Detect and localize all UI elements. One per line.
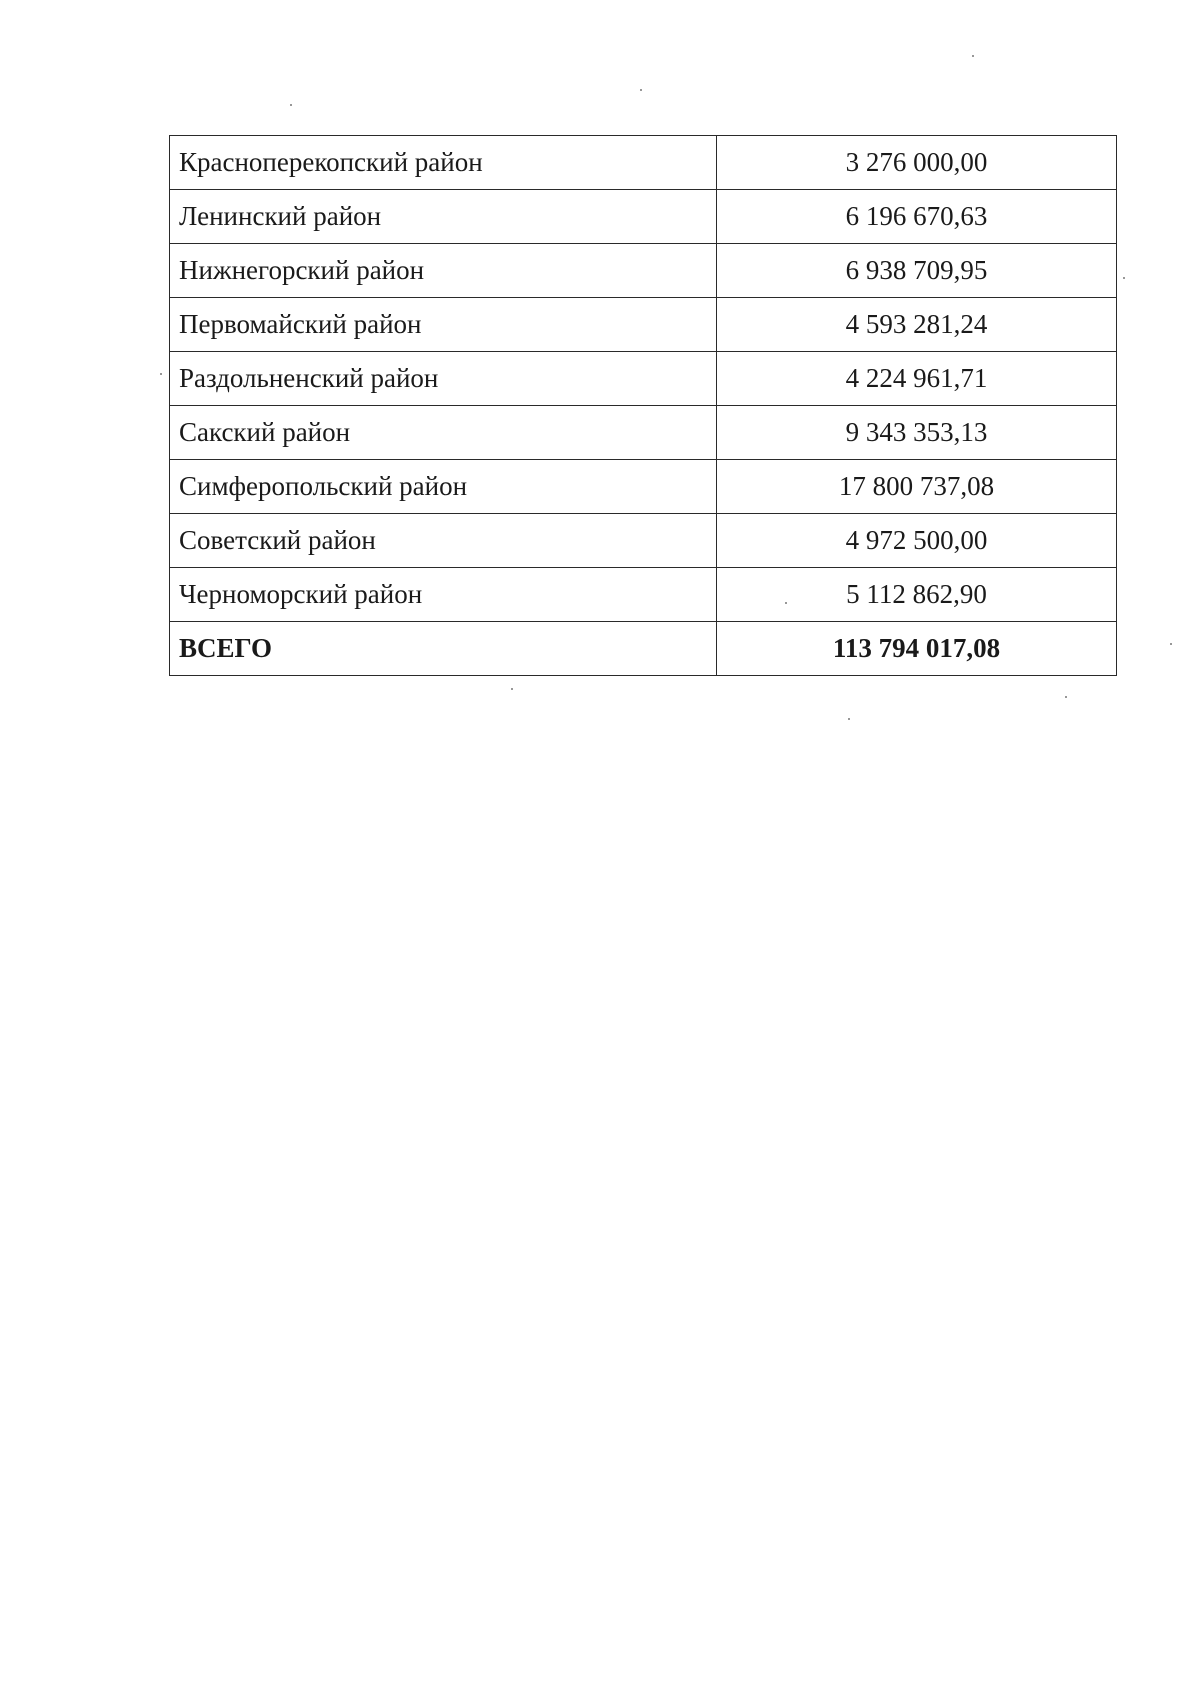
district-name: Первомайский район <box>170 298 717 352</box>
district-name: Симферопольский район <box>170 460 717 514</box>
district-name: Советский район <box>170 514 717 568</box>
scan-speck <box>1123 277 1125 279</box>
scan-speck <box>511 688 513 690</box>
scan-speck <box>972 55 974 57</box>
scan-speck <box>785 602 787 604</box>
district-amount: 4 224 961,71 <box>717 352 1117 406</box>
table-row <box>170 352 1117 406</box>
district-amount: 5 112 862,90 <box>717 568 1117 622</box>
district-name: Сакский район <box>170 406 717 460</box>
table-row <box>170 190 1117 244</box>
district-amount: 6 938 709,95 <box>717 244 1117 298</box>
scan-speck <box>1170 643 1172 645</box>
district-amount: 6 196 670,63 <box>717 190 1117 244</box>
table-row <box>170 136 1117 190</box>
district-name: Красноперекопский район <box>170 136 717 190</box>
district-name: Нижнегорский район <box>170 244 717 298</box>
district-name: Ленинский район <box>170 190 717 244</box>
scan-speck <box>1065 696 1067 698</box>
table-row <box>170 514 1117 568</box>
total-row <box>170 622 1117 676</box>
scan-speck <box>848 718 850 720</box>
scan-speck <box>640 89 642 91</box>
scan-speck <box>160 373 162 375</box>
district-name: Черноморский район <box>170 568 717 622</box>
table-row <box>170 298 1117 352</box>
table-row <box>170 460 1117 514</box>
total-amount: 113 794 017,08 <box>717 622 1117 676</box>
table-row <box>170 406 1117 460</box>
table-row <box>170 568 1117 622</box>
district-amount: 3 276 000,00 <box>717 136 1117 190</box>
total-label: ВСЕГО <box>170 622 717 676</box>
district-amount: 4 593 281,24 <box>717 298 1117 352</box>
district-amount: 17 800 737,08 <box>717 460 1117 514</box>
district-amount: 4 972 500,00 <box>717 514 1117 568</box>
district-amount: 9 343 353,13 <box>717 406 1117 460</box>
table-row <box>170 244 1117 298</box>
district-amounts-table <box>169 135 1117 676</box>
district-name: Раздольненский район <box>170 352 717 406</box>
scan-speck <box>290 104 292 106</box>
